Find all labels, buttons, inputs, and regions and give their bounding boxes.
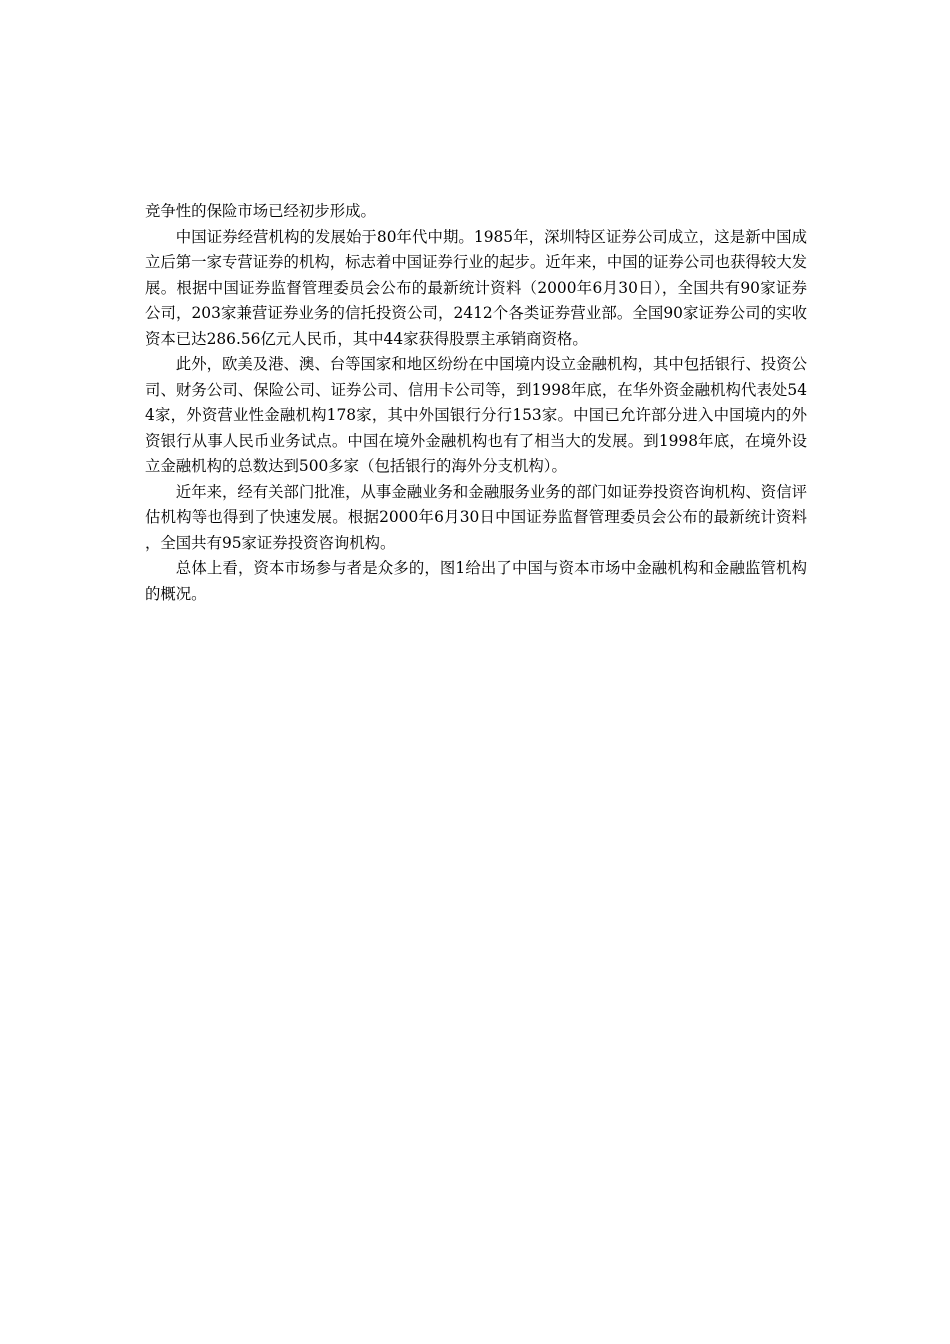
paragraph-securities-firms: 中国证券经营机构的发展始于80年代中期。1985年，深圳特区证券公司成立，这是新中国成立后第一家专营证券的机构，标志着中国证券行业的起步。近年来，中国的证券公司也获得较大发展。根据中国证券监督管理委员会公布的最新统计资料（2000年6月30日），全国共有90家证券公司，203家兼营证券业务的信托投资公司，2412个各类证券营业部。全国90家证券公司的实收资本已达286.56亿元人民币，其中44家获得股票主承销商资格。 [145,227,807,348]
paragraph-continuation: 竞争性的保险市场已经初步形成。 [145,202,376,220]
paragraph-advisory-institutions: 近年来，经有关部门批准，从事金融业务和金融服务业务的部门如证券投资咨询机构、资信评估机构等也得到了快速发展。根据2000年6月30日中国证券监督管理委员会公布的最新统计资料，全国共有95家证券投资咨询机构。 [145,482,807,552]
body-text [145,199,807,607]
paragraph-foreign-institutions: 此外，欧美及港、澳、台等国家和地区纷纷在中国境内设立金融机构，其中包括银行、投资公司、财务公司、保险公司、证券公司、信用卡公司等，到1998年底，在华外资金融机构代表处544家，外资营业性金融机构178家，其中外国银行分行153家。中国已允许部分进入中国境内的外资银行从事人民币业务试点。中国在境外金融机构也有了相当大的发展。到1998年底，在境外设立金融机构的总数达到500多家（包括银行的海外分支机构）。 [145,355,807,475]
paragraph-summary: 总体上看，资本市场参与者是众多的，图1给出了中国与资本市场中金融机构和金融监管机构的概况。 [145,559,807,603]
